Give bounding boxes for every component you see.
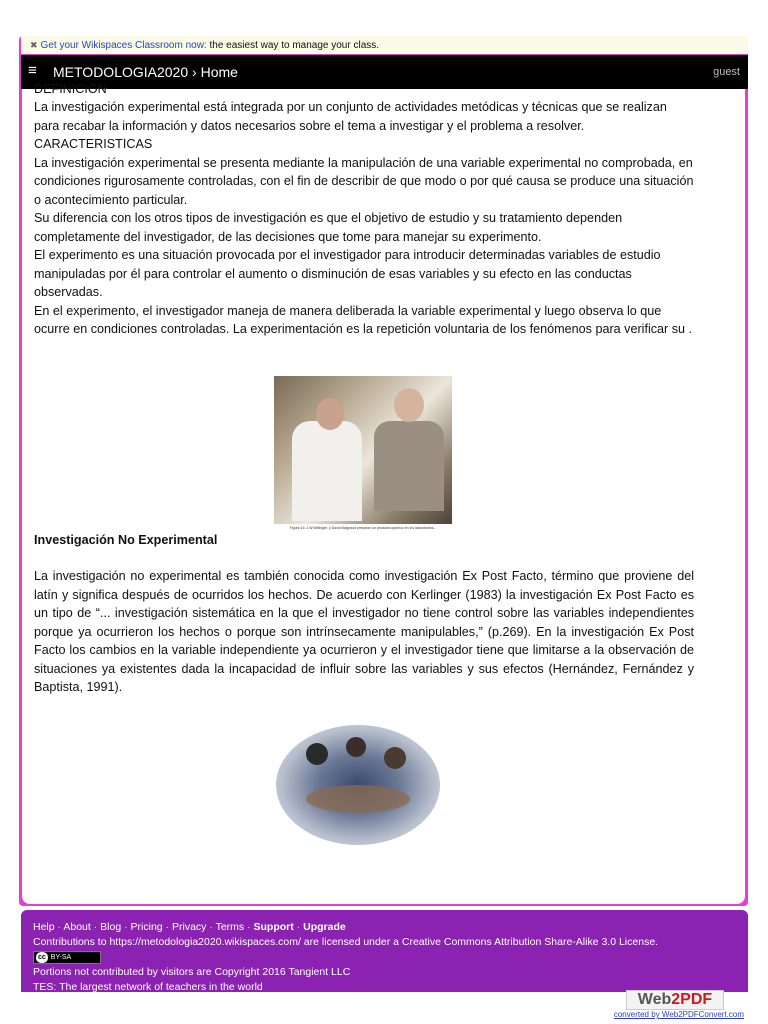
tes-text[interactable]: TES: The largest network of teachers in the world bbox=[33, 981, 263, 994]
cc-license-badge[interactable] bbox=[33, 950, 736, 965]
paragraph-characteristics-4: En el experimento, el investigador maneja de manera deliberada la variable experimental y luego observa lo que ocurre en condiciones controladas. La experimentación es la repetición voluntaria de los fenómenos para verificar su . bbox=[34, 303, 693, 336]
web2pdf-logo-b: 2PDF bbox=[671, 991, 713, 1008]
paragraph-characteristics-2: Su diferencia con los otros tipos de investigación es que el objetivo de estudio y su tratamiento dependen completamente del investigador, de las decisiones que tome para manejar su experimento. bbox=[34, 211, 623, 244]
paragraph-definition: La investigación experimental está integrada por un conjunto de actividades metódicas y técnicas que se realizan para recabar la información y datos necesarios sobre el tema a investigar y el problema a resolver. bbox=[34, 100, 667, 133]
photo-caption: Figura 1b. J.W Bellinger, y David Magnaud preparan un producto químico en los laboratorios... bbox=[289, 526, 437, 530]
paragraph-characteristics-3: El experimento es una situación provocada por el investigador para introducir determinadas variables de estudio manipuladas por él para controlar el aumento o disminución de esas variables y su efecto en las conductas observadas. bbox=[34, 248, 661, 299]
web2pdf-logo-a: Web bbox=[637, 991, 672, 1008]
hamburger-menu-icon[interactable]: ≡ bbox=[28, 62, 37, 79]
paragraph-characteristics-1: La investigación experimental se presenta mediante la manipulación de una variable experimental no comprobada, en condiciones rigurosamente controladas, con el fin de describir de que modo o por qué causa se produce una situación o acontecimiento particular. bbox=[34, 155, 694, 207]
footer-link-terms[interactable]: Terms bbox=[215, 921, 245, 933]
footer-link-pricing[interactable]: Pricing bbox=[130, 921, 163, 933]
footer-links: Help · About · Blog · Pricing · Privacy · Terms · Support · Upgrade bbox=[33, 921, 346, 933]
footer-link-blog[interactable]: Blog bbox=[100, 921, 122, 933]
cc-badge-text: BY-SA bbox=[50, 954, 72, 961]
promo-text: the easiest way to manage your class. bbox=[206, 40, 380, 51]
footer-link-upgrade[interactable]: Upgrade bbox=[303, 921, 346, 933]
breadcrumb-separator: › bbox=[188, 64, 201, 80]
group-discussion-photo bbox=[276, 725, 440, 845]
top-navbar bbox=[21, 55, 748, 89]
paragraph-no-experimental: La investigación no experimental es también conocida como investigación Ex Post Facto, término que proviene del latín y significa después de ocurridos los hechos. De acuerdo con Kerlinger (1983) la investigación Ex Post Facto es un tipo de “... investigación sistemática en la que el investigador no tiene control sobre las variables independientes porque ya ocurrieron los hechos o porque son intrínsecamente manipulables,” (p.269). En la investigación Ex Post Facto los cambios en la variable independiente ya ocurrieron y el investigador tiene que limitarse a la observación de situaciones ya existentes dada la incapacidad de influir sobre las variables y sus efectos (Hernández, Fernández y Baptista, 1991). bbox=[34, 569, 694, 694]
footer-link-about[interactable]: About bbox=[63, 921, 91, 933]
promo-notice bbox=[21, 36, 748, 54]
promo-link[interactable]: Get your Wikispaces Classroom now: bbox=[40, 40, 207, 51]
web2pdf-logo[interactable] bbox=[626, 990, 724, 1010]
cc-icon: cc bbox=[38, 954, 46, 961]
clipped-heading: DEFINICION bbox=[34, 81, 107, 96]
site-footer bbox=[21, 910, 748, 992]
footer-link-privacy[interactable]: Privacy bbox=[171, 921, 207, 933]
web2pdf-link[interactable]: converted by Web2PDFConvert.com bbox=[613, 1010, 744, 1019]
close-icon[interactable]: ✖ bbox=[30, 40, 38, 50]
heading-characteristics: CARACTERISTICAS bbox=[34, 137, 153, 151]
breadcrumb-site[interactable]: METODOLOGIA2020 bbox=[53, 64, 189, 80]
breadcrumb bbox=[53, 64, 238, 80]
section-title-no-experimental: Investigación No Experimental bbox=[34, 532, 218, 547]
footer-link-help[interactable]: Help bbox=[33, 921, 55, 933]
user-menu-guest[interactable]: guest bbox=[713, 66, 740, 78]
license-text: Contributions to https://metodologia2020.wikispaces.com/ are licensed under a Creative Commons Attribution Share-Alike 3.0 License. bbox=[33, 936, 659, 948]
footer-link-support[interactable]: Support bbox=[253, 921, 294, 933]
lab-scientists-photo bbox=[274, 376, 452, 524]
copyright-text: Portions not contributed by visitors are Copyright 2016 Tangient LLC bbox=[33, 966, 351, 979]
breadcrumb-page[interactable]: Home bbox=[200, 64, 238, 80]
